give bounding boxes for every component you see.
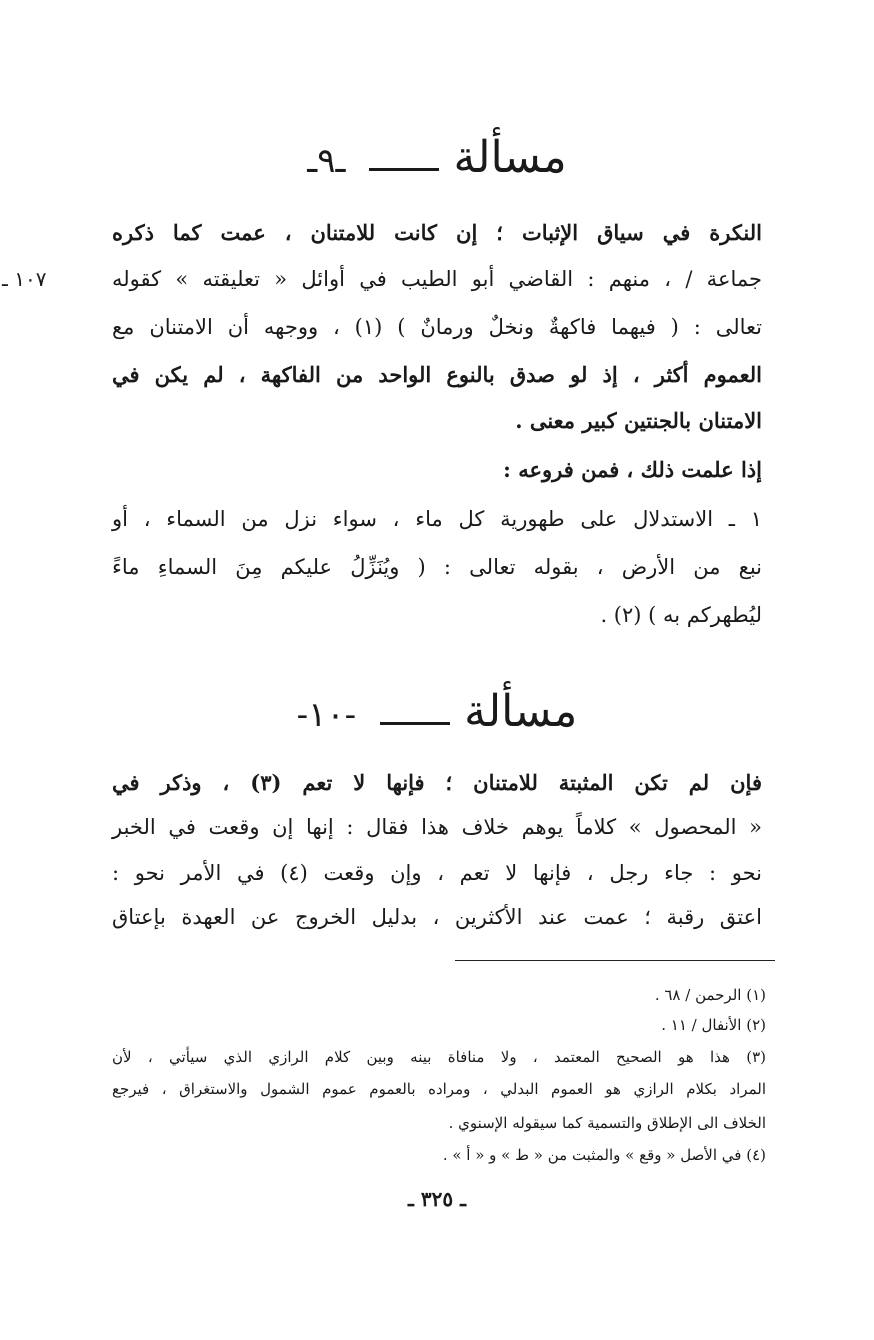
body-line: النكرة في سياق الإثبات ؛ إن كانت للامتنان ، عمت كما ذكره	[112, 220, 762, 245]
section-heading-10	[0, 684, 874, 743]
body-line: إذا علمت ذلك ، فمن فروعه :	[503, 457, 762, 482]
body-line: العموم أكثر ، إذ لو صدق بالنوع الواحد من الفاكهة ، لم يكن في	[112, 362, 762, 387]
footnote: (٣) هذا هو الصحيح المعتمد ، ولا منافاة بينه وبين كلام الرازي الذي سيأتي ، لأن	[112, 1048, 766, 1066]
footnote: الخلاف الى الإطلاق والتسمية كما سيقوله الإسنوي .	[448, 1114, 766, 1132]
footnote: (١) الرحمن / ٦٨ .	[654, 986, 766, 1004]
footnote: المراد بكلام الرازي هو العموم البدلي ، ومراده بالعموم عموم الشمول والاستغراق ، فيرجع	[112, 1080, 766, 1098]
heading-underline	[369, 150, 439, 171]
heading-number: -١٠-	[296, 695, 357, 735]
body-line: جماعة / ، منهم : القاضي أبو الطيب في أوائل « تعليقته » كقوله	[112, 267, 762, 291]
section-heading-9	[0, 130, 874, 189]
heading-underline	[380, 704, 450, 725]
body-line: اعتق رقبة ؛ عمت عند الأكثرين ، بدليل الخروج عن العهدة بإعتاق	[112, 905, 762, 929]
body-line: ١ ـ الاستدلال على طهورية كل ماء ، سواء نزل من السماء ، أو	[112, 507, 762, 531]
body-line: « المحصول » كلاماً يوهم خلاف هذا فقال : إنها إن وقعت في الخبر	[112, 815, 762, 839]
page-number: ـ ٣٢٥ ـ	[408, 1187, 466, 1211]
footnote-divider	[455, 960, 775, 961]
heading-title: مسألة	[464, 686, 578, 737]
footnote: (٤) في الأصل « وقع » والمثبت من « ط » و « أ » .	[442, 1146, 766, 1164]
heading-number: ـ٩ـ	[307, 141, 346, 181]
body-line: تعالى : ( فيهما فاكهةٌ ونخلٌ ورمانٌ ) (١) ، ووجهه أن الامتنان مع	[112, 315, 762, 339]
body-line: الامتنان بالجنتين كبير معنى .	[515, 408, 762, 433]
heading-title: مسألة	[453, 132, 567, 183]
body-line: ليُطهركم به ) (٢) .	[600, 603, 762, 627]
body-line: نحو : جاء رجل ، فإنها لا تعم ، وإن وقعت (٤) في الأمر نحو :	[112, 861, 762, 885]
footnote: (٢) الأنفال / ١١ .	[661, 1016, 766, 1034]
body-line: فإن لم تكن المثبتة للامتنان ؛ فإنها لا تعم (٣) ، وذكر في	[112, 770, 762, 795]
margin-page-ref: ١٠٧ ـ	[2, 267, 47, 291]
body-line: نبع من الأرض ، بقوله تعالى : ( ويُنَزِّلُ عليكم مِنَ السماءِ ماءً	[112, 555, 762, 579]
